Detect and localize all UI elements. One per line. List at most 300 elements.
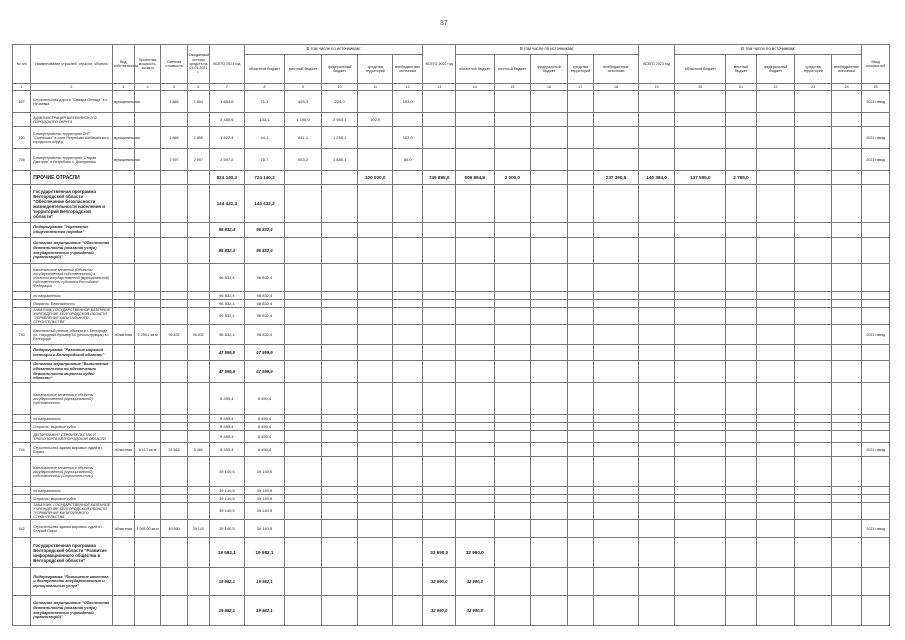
column-number: 16 [531,84,568,91]
row-value-cell [285,345,322,361]
row-value-cell [455,503,494,520]
row-attribute-cell [112,171,134,185]
header-ownership: Вид собственности [112,45,134,84]
row-attribute-cell [112,487,134,495]
row-attribute-cell [862,457,890,487]
row-attribute-cell [862,264,890,292]
row-value-cell [531,596,568,626]
row-attribute-cell [862,503,890,520]
row-value-cell [392,520,422,538]
row-value-cell [321,457,358,487]
row-value-cell [494,596,531,626]
row-value-cell [675,345,726,361]
row-value-cell [285,292,322,300]
row-value-cell: 225,0 [321,91,358,113]
row-attribute-cell [134,503,160,520]
row-value-cell [285,520,322,538]
table-row [13,487,890,495]
row-value-cell [531,345,568,361]
row-value-cell [795,596,832,626]
row-name-cell: Строительство здания мировых судей в г. Старый Оскол [31,520,112,538]
row-value-cell [358,325,393,345]
row-value-cell [726,423,756,431]
table-row [13,503,890,520]
row-value-cell [638,568,675,596]
row-value-cell: 2 984,1 [321,113,358,127]
row-number-cell [13,113,31,127]
row-value-cell [285,238,322,264]
column-number: 23 [795,84,832,91]
table-row [13,495,890,503]
row-value-cell [756,185,795,223]
row-value-cell [594,596,639,626]
row-value-cell [494,264,531,292]
row-attribute-cell: 1 865 [161,127,187,149]
row-value-cell [756,264,795,292]
row-attribute-cell [862,361,890,383]
row-value-cell [494,457,531,487]
row-value-cell [756,457,795,487]
row-value-cell [494,300,531,308]
row-value-cell [455,223,494,238]
row-value-cell [675,457,726,487]
row-value-cell [726,495,756,503]
row-value-cell [726,292,756,300]
column-number: 14 [455,84,494,91]
row-value-cell [638,487,675,495]
row-value-cell [494,568,531,596]
row-value-cell [494,325,531,345]
row-value-cell [795,443,832,457]
row-name-cell: Капитальные вложения в объекты государственной (муниципальной) собственности (Строительство) [31,457,112,487]
row-value-cell [455,457,494,487]
row-value-cell [638,415,675,423]
row-value-cell [795,149,832,171]
row-value-cell [675,487,726,495]
row-value-cell [594,345,639,361]
row-value-cell [285,223,322,238]
row-value-cell [831,495,861,503]
row-attribute-cell: 2 597 [187,149,209,171]
row-value-cell [392,361,422,383]
row-value-cell [831,520,861,538]
row-attribute-cell [112,423,134,431]
row-value-cell [358,264,393,292]
column-number: 4 [134,84,160,91]
row-name-cell: Основное мероприятие "Обеспечение деятельности (оказание услуг) государственных учреждений (организаций)" [31,238,112,264]
row-value-cell [285,423,322,431]
row-value-cell [321,264,358,292]
row-value-cell [638,264,675,292]
row-value-cell [321,596,358,626]
row-name-cell: по направлению [31,415,112,423]
row-number-cell [13,538,31,568]
row-value-cell [795,345,832,361]
row-value-cell [726,443,756,457]
row-value-cell [455,238,494,264]
table-row [13,185,890,223]
row-value-cell [638,596,675,626]
row-value-cell [756,520,795,538]
row-value-cell: 103,0 [392,127,422,149]
row-value-cell [831,300,861,308]
row-attribute-cell [187,415,209,423]
row-value-cell [831,325,861,345]
row-value-cell [675,431,726,443]
row-value-cell [638,520,675,538]
row-value-cell [726,308,756,325]
row-value-cell [594,383,639,415]
row-value-cell [795,238,832,264]
row-value-cell: 19 582,1 [210,538,245,568]
table-row [13,325,890,345]
row-value-cell [531,538,568,568]
row-value-cell [531,185,568,223]
row-value-cell [756,487,795,495]
row-value-cell: 47 599,9 [210,361,245,383]
table-row [13,538,890,568]
row-value-cell [423,423,456,431]
row-value-cell [392,171,422,185]
row-value-cell: 19 582,1 [244,596,285,626]
row-value-cell [392,238,422,264]
row-attribute-cell [862,300,890,308]
row-name-cell: Капитальные вложения в объекты государственной (муниципальной) собственности [31,383,112,415]
row-value-cell: 39 140,5 [210,457,245,487]
row-value-cell [567,383,593,415]
row-attribute-cell [161,538,187,568]
row-value-cell [531,238,568,264]
row-value-cell [675,596,726,626]
row-attribute-cell [161,308,187,325]
row-attribute-cell: 96 832 [187,325,209,345]
row-number-cell [13,308,31,325]
row-value-cell [795,292,832,300]
header-no: № п/п [13,45,31,84]
row-value-cell [795,495,832,503]
row-value-cell [795,91,832,113]
row-attribute-cell [161,503,187,520]
row-name-cell: Благоустройство территории СНТ "Солнышко" в селе Ястребово Шебекинского городского округа [31,127,112,149]
row-value-cell [494,308,531,325]
row-value-cell [531,361,568,383]
row-value-cell [285,457,322,487]
row-attribute-cell [161,171,187,185]
row-number-cell [13,223,31,238]
row-value-cell [423,443,456,457]
row-value-cell [358,415,393,423]
row-value-cell [423,149,456,171]
row-value-cell [392,487,422,495]
row-value-cell [675,538,726,568]
row-value-cell [675,503,726,520]
row-value-cell [455,91,494,113]
row-value-cell [358,596,393,626]
row-number-cell: 740 [13,325,31,345]
row-name-cell: Подпрограмма "Повышение качества и доступности государственных и муниципальных услуг" [31,568,112,596]
row-attribute-cell [187,361,209,383]
row-value-cell [358,383,393,415]
row-value-cell: 44,1 [244,127,285,149]
row-value-cell [567,238,593,264]
row-attribute-cell [112,568,134,596]
row-number-cell [13,300,31,308]
row-name-cell: Отрасль: Безопасность [31,300,112,308]
row-value-cell: 8 459,4 [244,431,285,443]
row-value-cell [831,415,861,423]
row-value-cell [795,487,832,495]
row-attribute-cell [112,113,134,127]
row-attribute-cell [862,423,890,431]
row-value-cell [358,292,393,300]
row-value-cell [795,568,832,596]
row-name-cell: ЗАКАЗЧИК: ГОСУДАРСТВЕННОЕ КАЗЕННОЕ УЧРЕЖДЕНИЕ БЕЛГОРОДСКОЙ ОБЛАСТИ "УПРАВЛЕНИЕ КАПИТАЛЬНОГО СТРОИТЕЛЬСТВА" [31,308,112,325]
row-value-cell [455,383,494,415]
row-value-cell [455,185,494,223]
row-value-cell [594,423,639,431]
row-value-cell [423,345,456,361]
row-value-cell [423,520,456,538]
row-attribute-cell [862,185,890,223]
row-value-cell [567,300,593,308]
row-attribute-cell [187,495,209,503]
row-attribute-cell [862,596,890,626]
row-value-cell [285,596,322,626]
row-attribute-cell [134,415,160,423]
row-value-cell [638,292,675,300]
row-value-cell [358,431,393,443]
row-name-cell: Строительство дороги "Самара-Огнища" в с. Нечаевка [31,91,112,113]
row-name-cell: по направлению [31,292,112,300]
row-value-cell [756,415,795,423]
row-value-cell: 8 459,4 [210,415,245,423]
row-value-cell [638,91,675,113]
row-attribute-cell [112,185,134,223]
row-value-cell [638,325,675,345]
row-attribute-cell [161,238,187,264]
row-value-cell [531,300,568,308]
header-federal-2021: федеральный бюджет [321,55,358,84]
row-attribute-cell: 1 855 [187,127,209,149]
row-value-cell [321,300,358,308]
row-attribute-cell [112,596,134,626]
row-value-cell: 193,0 [392,91,422,113]
table-row [13,431,890,443]
row-attribute-cell [112,415,134,423]
row-name-cell: ПРОЧИЕ ОТРАСЛИ [31,171,112,185]
row-value-cell [455,292,494,300]
row-value-cell [531,308,568,325]
row-value-cell [795,223,832,238]
row-value-cell [392,345,422,361]
row-value-cell [321,361,358,383]
row-value-cell [675,127,726,149]
row-value-cell [321,568,358,596]
row-value-cell [726,300,756,308]
row-value-cell [594,308,639,325]
row-attribute-cell: 1 854 [187,91,209,113]
row-number-cell [13,383,31,415]
row-value-cell [321,383,358,415]
row-value-cell [726,520,756,538]
row-name-cell: Государственная программа Белгородской области "Развитие информационного общества в Белгородской области" [31,538,112,568]
table-row [13,520,890,538]
row-value-cell [795,423,832,431]
row-value-cell [423,91,456,113]
row-value-cell [455,300,494,308]
row-value-cell [594,361,639,383]
row-value-cell [756,345,795,361]
row-value-cell: 749 895,0 [423,171,456,185]
row-attribute-cell [112,264,134,292]
header-federal-2022: федеральный бюджет [531,55,568,84]
row-value-cell [531,487,568,495]
row-value-cell [285,300,322,308]
row-value-cell [392,423,422,431]
row-attribute-cell [134,568,160,596]
row-value-cell [285,361,322,383]
row-value-cell [638,538,675,568]
row-value-cell: 553,2 [285,149,322,171]
row-value-cell: 19 582,1 [244,568,285,596]
row-value-cell: 39 140,5 [210,520,245,538]
row-value-cell [831,431,861,443]
row-attribute-cell [161,495,187,503]
row-value-cell [638,127,675,149]
row-value-cell [531,431,568,443]
row-value-cell [531,171,568,185]
row-value-cell [455,520,494,538]
row-value-cell [756,495,795,503]
row-value-cell: 2 000,0 [494,171,531,185]
row-value-cell: 96 832,4 [244,308,285,325]
row-attribute-cell [134,238,160,264]
row-value-cell [455,443,494,457]
row-attribute-cell: муниципальная [112,91,134,113]
row-number-cell: 697 [13,91,31,113]
row-value-cell [321,308,358,325]
column-number-row [13,84,890,91]
row-value-cell [675,292,726,300]
row-value-cell [392,292,422,300]
budget-table-sheet [12,44,890,634]
row-attribute-cell [161,292,187,300]
row-value-cell [726,415,756,423]
row-attribute-cell [187,596,209,626]
row-attribute-cell [187,345,209,361]
row-value-cell [638,300,675,308]
row-value-cell [756,383,795,415]
row-value-cell [675,264,726,292]
row-attribute-cell [161,113,187,127]
row-value-cell [455,415,494,423]
row-value-cell [675,238,726,264]
row-value-cell [423,415,456,423]
row-attribute-cell [112,345,134,361]
row-value-cell [795,185,832,223]
row-value-cell [567,431,593,443]
row-value-cell [494,149,531,171]
column-number: 8 [244,84,285,91]
row-name-cell: Строительство здания мировых судей в г. Бирюч [31,443,112,457]
row-value-cell [423,487,456,495]
row-attribute-cell [161,415,187,423]
row-value-cell [423,383,456,415]
row-value-cell [726,223,756,238]
header-local-2021: местный бюджет [285,55,322,84]
row-value-cell [494,91,531,113]
row-value-cell [285,383,322,415]
row-attribute-cell [187,300,209,308]
row-value-cell [675,568,726,596]
row-value-cell: 19 582,1 [244,538,285,568]
row-value-cell [638,431,675,443]
column-number: 21 [726,84,756,91]
row-value-cell [285,487,322,495]
row-value-cell [594,431,639,443]
row-value-cell [567,91,593,113]
row-value-cell [321,495,358,503]
row-value-cell [594,503,639,520]
row-number-cell [13,423,31,431]
row-attribute-cell [134,185,160,223]
row-value-cell [567,292,593,300]
row-value-cell [285,264,322,292]
row-value-cell [285,415,322,423]
row-value-cell [531,503,568,520]
table-row [13,596,890,626]
column-number: 20 [675,84,726,91]
row-value-cell: 39 140,5 [244,503,285,520]
column-number: 7 [210,84,245,91]
row-value-cell [831,91,861,113]
table-row [13,264,890,292]
row-value-cell [321,171,358,185]
row-value-cell [358,443,393,457]
row-value-cell [594,185,639,223]
row-value-cell: 39 140,5 [210,503,245,520]
row-value-cell [392,415,422,423]
row-value-cell: 8 459,4 [210,423,245,431]
row-attribute-cell [112,495,134,503]
row-attribute-cell: муниципальная [112,127,134,149]
header-extra-2021: внебюджетные источники [392,55,422,84]
row-value-cell [321,325,358,345]
header-extra-2023: внебюджетные источники [831,55,861,84]
row-value-cell: 509 894,8 [455,171,494,185]
row-value-cell [795,383,832,415]
row-value-cell [392,308,422,325]
row-value-cell: 96 832,4 [210,325,245,345]
row-attribute-cell [187,503,209,520]
row-attribute-cell [134,423,160,431]
row-value-cell [594,487,639,495]
row-value-cell: 137 595,0 [675,171,726,185]
row-attribute-cell [862,568,890,596]
row-value-cell [726,238,756,264]
row-value-cell: 39 140,5 [210,487,245,495]
row-attribute-cell [134,264,160,292]
row-value-cell [726,185,756,223]
row-value-cell: 724 140,3 [244,171,285,185]
row-name-cell: Благоустройство территории "Старая Дмитрия" в Ястребово с. Дмитриевка [31,149,112,171]
row-value-cell: 19 582,1 [210,596,245,626]
row-value-cell [494,292,531,300]
row-value-cell [831,238,861,264]
row-attribute-cell [862,495,890,503]
table-body [13,84,890,626]
row-name-cell: Отрасль: мировые судьи [31,495,112,503]
